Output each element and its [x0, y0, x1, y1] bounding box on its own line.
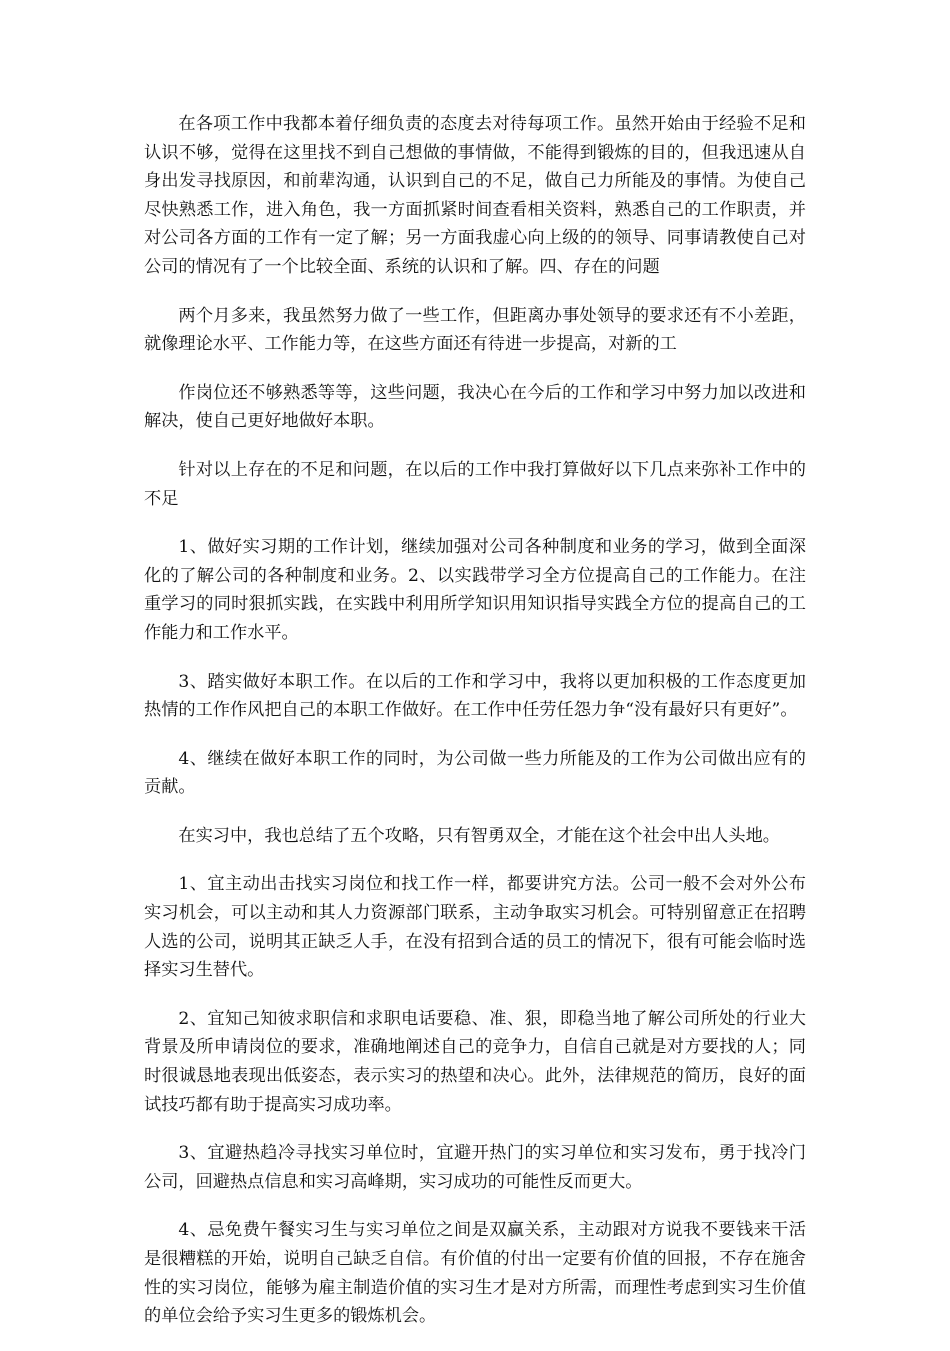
paragraph-strategy-3: 3、宜避热趋冷寻找实习单位时，宜避开热门的实习单位和实习发布，勇于找冷门公司，回避热点信息和实习高峰期，实习成功的可能性反而更大。 [144, 1143, 806, 1192]
paragraph-strategy-1: 1、宜主动出击找实习岗位和找工作一样，都要讲究方法。公司一般不会对外公布实习机会，可以主动和其人力资源部门联系，主动争取实习机会。可特别留意正在招聘人选的公司，说明其正缺乏人手，在没有招到合适的员工的情况下，很有可能会临时选择实习生替代。 [144, 874, 806, 981]
paragraph-plan-4: 4、继续在做好本职工作的同时，为公司做一些力所能及的工作为公司做出应有的贡献。 [144, 748, 806, 798]
paragraph-strategies-intro: 在实习中，我也总结了五个攻略，只有智勇双全，才能在这个社会中出人头地。 [178, 825, 780, 846]
paragraph-plan-3: 3、踏实做好本职工作。在以后的工作和学习中，我将以更加积极的工作态度更加热情的工作作风把自己的本职工作做好。在工作中任劳任怨力争“没有最好只有更好”。 [144, 671, 806, 721]
paragraph-work-attitude: 在各项工作中我都本着仔细负责的态度去对待每项工作。虽然开始由于经验不足和认识不够，觉得在这里找不到自己想做的事情做，不能得到锻炼的目的，但我迅速从自身出发寻找原因，和前辈沟通，认识到自己的不足，做自己力所能及的事情。为使自己尽快熟悉工作，进入角色，我一方面抓紧时间查看相关资料，熟悉自己的工作职责，并对公司各方面的工作有一定了解；另一方面我虚心向上级的的领导、同事请教使自己对公司的情况有了一个比较全面、系统的认识和了解。四、存在的问题 [144, 114, 806, 277]
document-body [144, 110, 806, 1351]
paragraph-strategy-4: 4、忌免费午餐实习生与实习单位之间是双赢关系，主动跟对方说我不要钱来干活是很糟糕的开始，说明自己缺乏自信。有价值的付出一定要有价值的回报，不存在施舍性的实习岗位，能够为雇主制造价值的实习生才是对方所需，而理性考虑到实习生价值的单位会给予实习生更多的锻炼机会。 [144, 1220, 806, 1327]
paragraph-gap-summary: 两个月多来，我虽然努力做了一些工作，但距离办事处领导的要求还有不小差距，就像理论水平、工作能力等，在这些方面还有待进一步提高，对新的工 [144, 305, 806, 355]
paragraph-problems-resolution: 作岗位还不够熟悉等等，这些问题，我决心在今后的工作和学习中努力加以改进和解决，使自己更好地做好本职。 [144, 382, 806, 432]
paragraph-improvement-intro: 针对以上存在的不足和问题，在以后的工作中我打算做好以下几点来弥补工作中的不足 [144, 459, 806, 509]
paragraph-plan-1-2: 1、做好实习期的工作计划，继续加强对公司各种制度和业务的学习，做到全面深化的了解公司的各种制度和业务。2、以实践带学习全方位提高自己的工作能力。在注重学习的同时狠抓实践，在实践中利用所学知识用知识指导实践全方位的提高自己的工作能力和工作水平。 [144, 537, 806, 643]
paragraph-strategy-2: 2、宜知己知彼求职信和求职电话要稳、准、狠，即稳当地了解公司所处的行业大背景及所申请岗位的要求，准确地阐述自己的竞争力，自信自己就是对方要找的人；同时很诚恳地表现出低姿态，表示实习的热望和决心。此外，法律规范的简历，良好的面试技巧都有助于提高实习成功率。 [144, 1008, 806, 1115]
